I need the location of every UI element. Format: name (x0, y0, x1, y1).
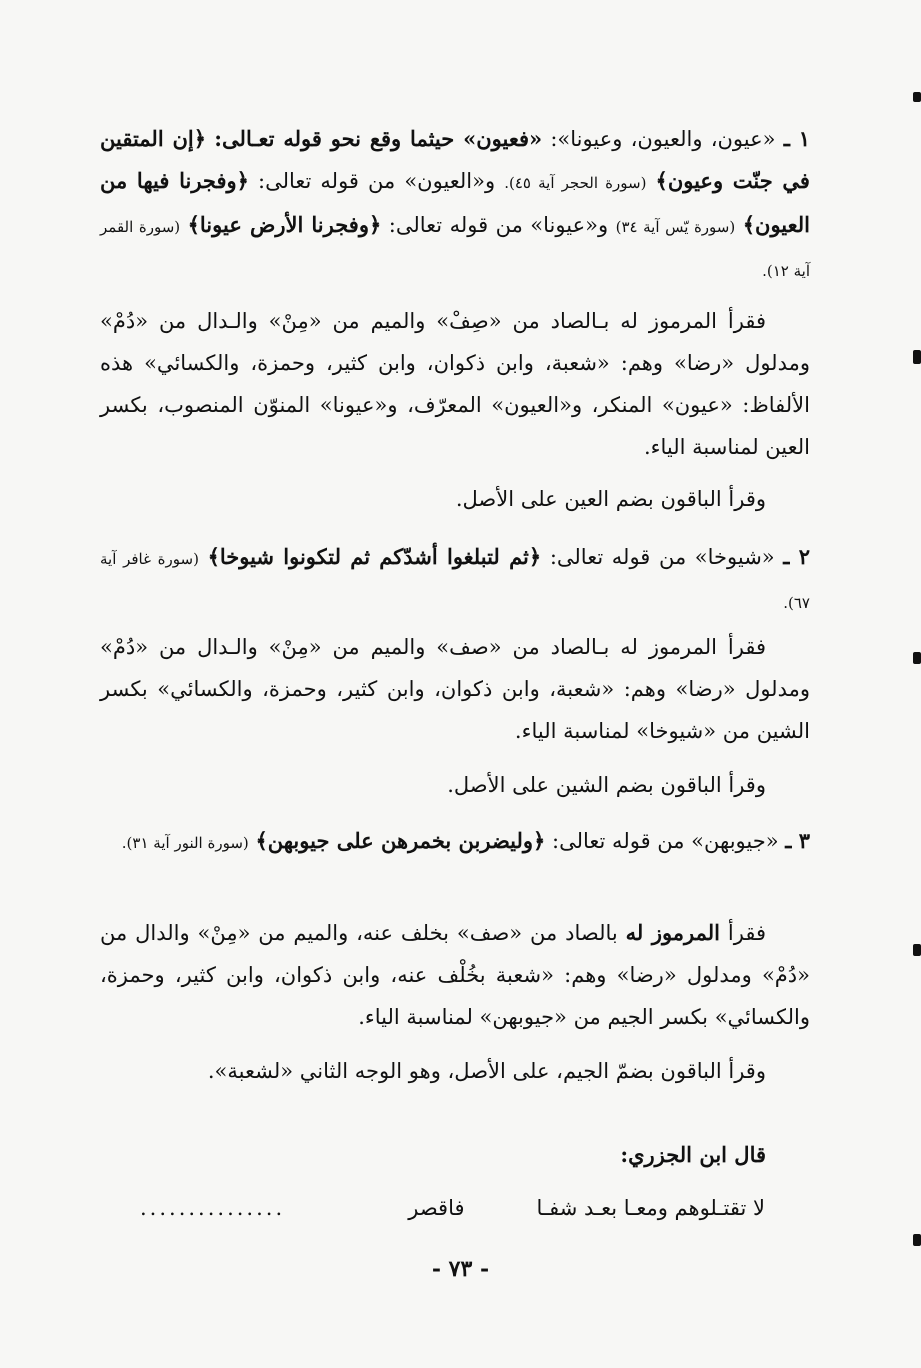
poem-heading: قال ابن الجزري: (620, 1142, 766, 1167)
item-3-paragraph-1-start: فقرأ (720, 921, 766, 945)
scan-mark (913, 652, 921, 664)
item-1-verse-1: ﴿إن المتقين في جنّت وعيون﴾ (100, 126, 810, 193)
item-1-words: «عيون، والعيون، وعيونا»: (550, 127, 776, 151)
item-3-number: ٣ ـ (785, 828, 810, 853)
item-1-verse-3: ﴿وفجرنا الأرض عيونا﴾ (187, 212, 382, 237)
item-1-ref-1: (سورة الحجر آية ٤٥). (504, 174, 647, 192)
item-1-connector-2: و«عيونا» من قوله تعالى: (388, 213, 609, 237)
scan-mark (913, 92, 921, 102)
item-2 (100, 536, 810, 624)
item-2-word-context: «شيوخا» من قوله تعالى: (549, 545, 775, 569)
item-1-word-context: «فعيون» حيثما وقع نحو قوله تعـالى: (214, 126, 543, 151)
page-number: - ٧٣ - (431, 1256, 490, 1282)
poem-hemistich-2: فاقصر (408, 1196, 465, 1220)
item-3-paragraph-1-bold: المرموز له (625, 920, 721, 945)
item-2-number: ٢ ـ (783, 544, 810, 569)
item-1 (100, 118, 810, 292)
item-2-verse: ﴿ثم لتبلغوا أشدّكم ثم لتكونوا شيوخا﴾ (207, 544, 542, 569)
item-3-paragraph-1-rest: بالصاد من «صف» بخلف عنه، والميم من «مِنْ» والدال من «دُمْ» ومدلول «رضا» وهم: «شعبة بخُلْف عنه، وابن ذكوان، وابن كثير، وحمزة، والكسائي» بكسر الجيم من «جيوبهن» لمناسبة الياء. (100, 921, 810, 1029)
item-1-ref-2: (سورة يّس آية ٣٤) (615, 218, 736, 236)
item-3-ref: (سورة النور آية ٣١). (121, 834, 249, 852)
item-1-verse-2: ﴿وفجرنا فيها من العيون﴾ (100, 168, 810, 237)
item-1-paragraph-2: وقرأ الباقون بضم العين على الأصل. (455, 487, 766, 511)
poem-hemistich-1: لا تقتـلوهم ومعـا بعـد شفـا (536, 1196, 765, 1220)
item-3-paragraph-1 (100, 912, 810, 1038)
item-1-number: ١ ـ (783, 126, 810, 151)
item-2-ref: (سورة غافر آية ٦٧). (100, 550, 810, 612)
item-1-connector-1: و«العيون» من قوله تعالى: (258, 169, 496, 193)
item-3-verse: ﴿وليضربن بخمرهن على جيوبهن﴾ (255, 828, 546, 853)
item-3-paragraph-2: وقرأ الباقون بضمّ الجيم، على الأصل، وهو الوجه الثاني «لشعبة». (207, 1059, 766, 1083)
item-3 (100, 820, 810, 864)
item-2-paragraph-1: فقرأ المرموز له بـالصاد من «صف» والميم من «مِنْ» والـدال من «دُمْ» ومدلول «رضا» وهم: «شعبة، وابن ذكوان، وابن كثير، وحمزة، والكسائي» بكسر الشين من «شيوخا» لمناسبة الياء. (100, 635, 810, 743)
poem-verse (140, 1188, 765, 1228)
item-3-word-context: «جيوبهن» من قوله تعالى: (552, 829, 779, 853)
item-1-paragraph-1: فقرأ المرموز له بـالصاد من «صِفْ» والميم من «مِنْ» والـدال من «دُمْ» ومدلول «رضا» وهم: «شعبة، وابن ذكوان، وابن كثير، وحمزة، والكسائي» هذه الألفاظ: «عيون» المنكر، و«العيون» المعرّف، و«عيونا» المنوّن المنصوب، بكسر العين لمناسبة الياء. (100, 309, 810, 459)
scan-mark (913, 350, 921, 364)
item-2-paragraph-2: وقرأ الباقون بضم الشين على الأصل. (447, 773, 766, 797)
scan-mark (913, 944, 921, 956)
poem-ellipsis: ............... (140, 1196, 286, 1220)
item-1-ref-3: (سورة القمر آية ١٢). (100, 218, 810, 280)
scan-mark (913, 1234, 921, 1246)
